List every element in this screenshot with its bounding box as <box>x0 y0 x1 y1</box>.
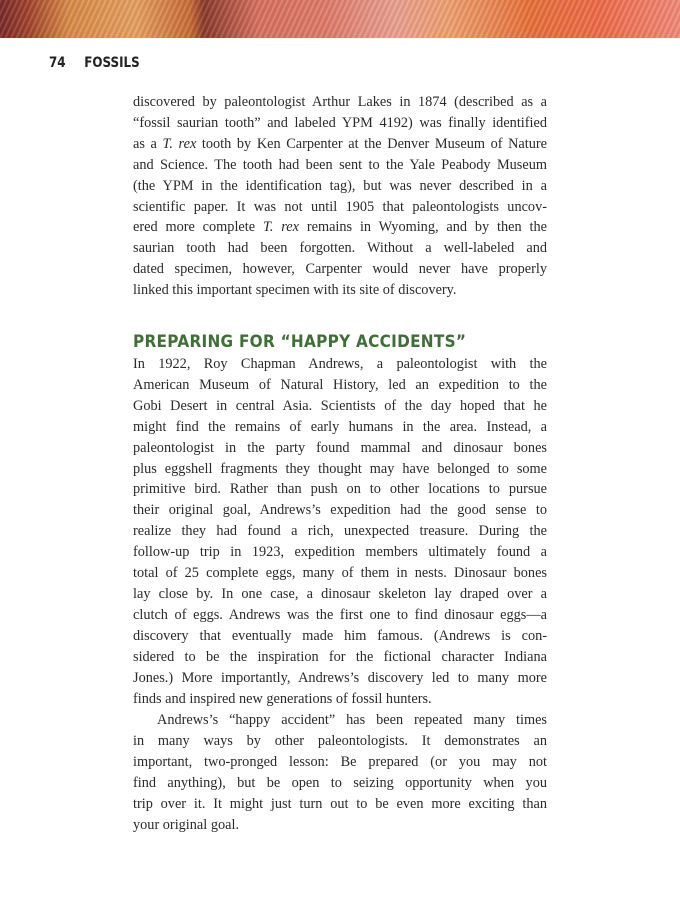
text-run: scientific paper. It was not until 1905 that paleontologists uncov- <box>133 198 547 215</box>
text-run: discovered by paleontologist Arthur Lakes in 1874 (described as a <box>133 94 547 110</box>
text-run: “fossil saurian tooth” and labeled YPM 4192) was finally identified <box>133 114 547 131</box>
header-photo-banner <box>0 0 680 38</box>
text-run: might find the remains of early humans in the area. Instead, a <box>133 418 547 435</box>
text-line <box>133 375 547 396</box>
text-run: clutch of eggs. Andrews was the first one to find dinosaur eggs—a <box>133 606 547 623</box>
text-line <box>133 396 547 417</box>
text-run: finds and inspired new generations of fossil hunters. <box>133 690 432 707</box>
text-line <box>133 479 547 500</box>
text-run: saurian tooth had been forgotten. Without a well-labeled and <box>133 240 547 257</box>
text-line <box>133 731 547 752</box>
text-run: total of 25 complete eggs, many of them in nests. Dinosaur bones <box>133 565 547 582</box>
text-run: realize they had found a rich, unexpected treasure. During the <box>133 523 547 540</box>
text-line <box>133 113 547 134</box>
text-line <box>133 459 547 480</box>
text-run: discovery that eventually made him famous. (Andrews is con- <box>133 627 547 644</box>
text-line <box>133 710 547 731</box>
text-line <box>133 542 547 563</box>
text-run: dated specimen, however, Carpenter would never have properly <box>133 261 547 278</box>
text-run: your original goal. <box>133 816 240 833</box>
paragraph-2 <box>133 354 547 709</box>
text-line <box>133 176 547 197</box>
text-run: their original goal, Andrews’s expedition had the good sense to <box>133 502 547 519</box>
text-run: remains in Wyoming, and by then the <box>298 219 547 236</box>
text-run: paleontologist in the party found mammal and dinosaur bones <box>133 439 547 456</box>
running-header <box>49 55 140 71</box>
text-run: primitive bird. Rather than push on to other locations to pursue <box>133 481 547 498</box>
text-line <box>133 584 547 605</box>
page-number: 74 <box>49 55 66 71</box>
text-line <box>133 563 547 584</box>
text-line <box>133 668 547 689</box>
text-line <box>133 134 547 155</box>
text-run: in many ways by other paleontologists. It demonstrates an <box>133 732 547 749</box>
text-run: Andrews’s “happy accident” has been repeated many times <box>157 712 547 728</box>
text-run: follow-up trip in 1923, expedition members ultimately found a <box>133 544 547 561</box>
text-line <box>133 647 547 668</box>
text-line <box>133 92 547 113</box>
text-line <box>133 815 547 836</box>
text-run: trip over it. It might just turn out to be even more exciting than <box>133 795 547 812</box>
text-line <box>133 605 547 626</box>
text-run: and Science. The tooth had been sent to the Yale Peabody Museum <box>133 156 547 173</box>
text-line <box>133 794 547 815</box>
text-line <box>133 217 547 238</box>
text-line <box>133 689 547 710</box>
text-run: In 1922, Roy Chapman Andrews, a paleontologist with the <box>133 356 547 372</box>
text-run: important, two-pronged lesson: Be prepared (or you may not <box>133 753 547 770</box>
text-run: linked this important specimen with its site of discovery. <box>133 282 457 299</box>
text-line <box>133 197 547 218</box>
section-title: FOSSILS <box>84 55 140 71</box>
text-run: as a <box>133 135 163 152</box>
text-run: lay close by. In one case, a dinosaur skeleton lay draped over a <box>133 585 547 602</box>
italic-text: T. rex <box>162 135 197 152</box>
text-line <box>133 354 547 375</box>
paragraph-3 <box>133 710 547 835</box>
text-run: ered more complete <box>133 219 263 236</box>
paragraph-1 <box>133 92 547 301</box>
text-run: (the YPM in the identification tag), but was never described in a <box>133 177 547 194</box>
text-line <box>133 259 547 280</box>
text-run: sidered to be the inspiration for the fictional character Indiana <box>133 648 547 665</box>
text-line <box>133 438 547 459</box>
text-line <box>133 521 547 542</box>
text-run: Jones.) More importantly, Andrews’s discovery led to many more <box>133 669 547 686</box>
text-run: find anything), but be open to seizing opportunity when you <box>133 774 547 791</box>
text-line <box>133 752 547 773</box>
text-run: Gobi Desert in central Asia. Scientists of the day hoped that he <box>133 397 547 414</box>
text-line <box>133 500 547 521</box>
text-line <box>133 238 547 259</box>
text-line <box>133 417 547 438</box>
text-run: tooth by Ken Carpenter at the Denver Museum of Nature <box>196 135 547 152</box>
text-line <box>133 155 547 176</box>
text-run: American Museum of Natural History, led an expedition to the <box>133 376 547 393</box>
text-line <box>133 626 547 647</box>
section-heading: PREPARING FOR “HAPPY ACCIDENTS” <box>133 332 467 352</box>
italic-text: T. rex <box>262 219 299 236</box>
text-line <box>133 280 547 301</box>
text-run: plus eggshell fragments they thought may have belonged to some <box>133 460 547 477</box>
text-line <box>133 773 547 794</box>
